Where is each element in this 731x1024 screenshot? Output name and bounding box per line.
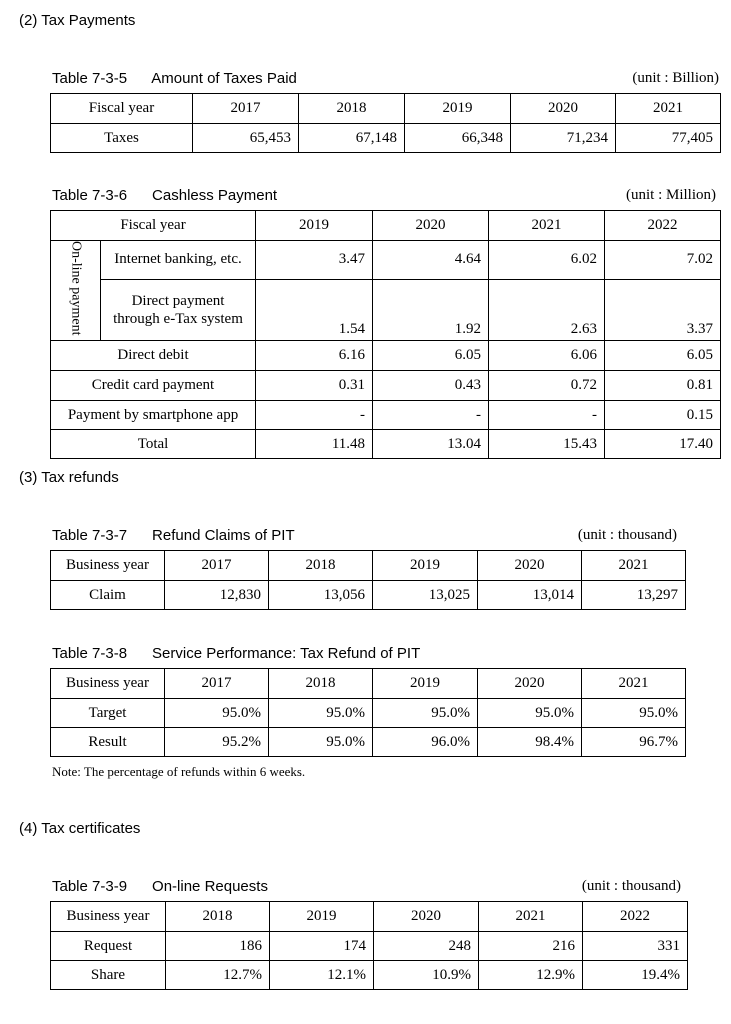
value-cell: 216 [479, 932, 583, 961]
value-cell: 2.63 [489, 279, 605, 341]
header-cell: 2021 [582, 669, 686, 699]
header-cell: Fiscal year [51, 94, 193, 124]
table-row [51, 581, 686, 610]
header-cell: 2020 [478, 669, 582, 699]
value-cell: 95.0% [269, 728, 373, 757]
table-row [51, 932, 688, 961]
value-cell: 96.0% [373, 728, 478, 757]
table-7-3-7-unit: (unit : thousand) [577, 527, 677, 543]
table-7-3-5 [50, 93, 721, 153]
table-7-3-8-title: Table 7-3-8 Service Performance: Tax Refund of PIT [52, 645, 421, 662]
value-cell: 66,348 [405, 124, 511, 153]
header-cell: 2019 [405, 94, 511, 124]
table-row [51, 728, 686, 757]
table-7-3-9 [50, 901, 688, 990]
header-cell: 2022 [583, 902, 688, 932]
table-7-3-5-title: Table 7-3-5 Amount of Taxes Paid [52, 70, 297, 87]
value-cell: 11.48 [256, 430, 373, 459]
header-cell: Business year [51, 902, 166, 932]
row-label: Taxes [51, 124, 193, 153]
value-cell: 12.9% [479, 961, 583, 990]
value-cell: 95.2% [165, 728, 269, 757]
table-header-row [51, 902, 688, 932]
table-row [51, 401, 721, 430]
table-7-3-7-title: Table 7-3-7 Refund Claims of PIT [52, 527, 295, 544]
row-label: Direct debit [51, 341, 256, 371]
header-cell: 2021 [582, 551, 686, 581]
row-label: Total [51, 430, 256, 459]
header-cell: 2021 [489, 211, 605, 241]
table-7-3-6 [50, 210, 721, 459]
header-cell: 2019 [373, 669, 478, 699]
header-cell: 2018 [299, 94, 405, 124]
table-header-row [51, 94, 721, 124]
row-label: Request [51, 932, 166, 961]
online-payment-text: On-line payment [68, 241, 84, 336]
value-cell: 10.9% [374, 961, 479, 990]
header-cell: 2020 [478, 551, 582, 581]
table-header-row [51, 551, 686, 581]
value-cell: 13,297 [582, 581, 686, 610]
value-cell: 13,056 [269, 581, 373, 610]
value-cell: 4.64 [373, 241, 489, 280]
header-cell: 2022 [605, 211, 721, 241]
row-label: Payment by smartphone app [51, 401, 256, 430]
table-7-3-6-title: Table 7-3-6 Cashless Payment [52, 187, 278, 204]
table-header-row [51, 211, 721, 241]
row-label-line: Direct payment [131, 293, 225, 310]
table-row [51, 699, 686, 728]
header-cell: 2021 [479, 902, 583, 932]
value-cell: 6.06 [489, 341, 605, 371]
row-label-line: through e-Tax system [113, 311, 243, 328]
value-cell: 0.72 [489, 371, 605, 401]
table-7-3-9-title: Table 7-3-9 On-line Requests [52, 878, 268, 895]
header-cell: 2018 [166, 902, 270, 932]
row-label-two-line [101, 279, 256, 341]
value-cell: 186 [166, 932, 270, 961]
value-cell: 12.7% [166, 961, 270, 990]
value-cell: 12,830 [165, 581, 269, 610]
row-label: Share [51, 961, 166, 990]
table-7-3-6-unit: (unit : Million) [626, 187, 716, 203]
row-label: Result [51, 728, 165, 757]
header-cell: 2019 [270, 902, 374, 932]
row-label: Credit card payment [51, 371, 256, 401]
value-cell: 12.1% [270, 961, 374, 990]
value-cell: 6.05 [605, 341, 721, 371]
value-cell: 248 [374, 932, 479, 961]
row-label: Target [51, 699, 165, 728]
header-cell: Fiscal year [51, 211, 256, 241]
header-cell: 2018 [269, 669, 373, 699]
value-cell: 95.0% [478, 699, 582, 728]
value-cell: 0.81 [605, 371, 721, 401]
value-cell: 1.92 [373, 279, 489, 341]
value-cell: 6.16 [256, 341, 373, 371]
row-label: Claim [51, 581, 165, 610]
header-cell: 2017 [165, 551, 269, 581]
value-cell: 0.31 [256, 371, 373, 401]
section-heading-tax-payments: (2) Tax Payments [19, 12, 136, 29]
value-cell: 15.43 [489, 430, 605, 459]
table-7-3-9-unit: (unit : thousand) [581, 878, 681, 894]
value-cell: 7.02 [605, 241, 721, 280]
header-cell: 2021 [616, 94, 721, 124]
value-cell: 65,453 [193, 124, 299, 153]
table-row [51, 961, 688, 990]
value-cell: 95.0% [373, 699, 478, 728]
value-cell: 3.37 [605, 279, 721, 341]
value-cell: - [256, 401, 373, 430]
table-row [51, 341, 721, 371]
value-cell: 331 [583, 932, 688, 961]
value-cell: 96.7% [582, 728, 686, 757]
value-cell: 6.02 [489, 241, 605, 280]
value-cell: 19.4% [583, 961, 688, 990]
value-cell: - [373, 401, 489, 430]
section-heading-tax-certificates: (4) Tax certificates [19, 820, 141, 837]
online-payment-group-label [51, 241, 101, 341]
value-cell: 13,014 [478, 581, 582, 610]
header-cell: 2017 [165, 669, 269, 699]
value-cell: 98.4% [478, 728, 582, 757]
header-cell: 2019 [256, 211, 373, 241]
table-row-total [51, 430, 721, 459]
value-cell: - [489, 401, 605, 430]
header-cell: Business year [51, 669, 165, 699]
table-7-3-8 [50, 668, 686, 757]
value-cell: 77,405 [616, 124, 721, 153]
value-cell: 67,148 [299, 124, 405, 153]
header-cell: 2020 [511, 94, 616, 124]
value-cell: 17.40 [605, 430, 721, 459]
table-header-row [51, 669, 686, 699]
value-cell: 95.0% [582, 699, 686, 728]
table-7-3-5-unit: (unit : Billion) [632, 70, 719, 86]
header-cell: 2020 [374, 902, 479, 932]
value-cell: 0.43 [373, 371, 489, 401]
header-cell: 2017 [193, 94, 299, 124]
header-cell: 2020 [373, 211, 489, 241]
value-cell: 95.0% [269, 699, 373, 728]
row-label: Internet banking, etc. [101, 241, 256, 280]
value-cell: 71,234 [511, 124, 616, 153]
value-cell: 0.15 [605, 401, 721, 430]
table-7-3-7 [50, 550, 686, 610]
table-row [51, 241, 721, 280]
header-cell: Business year [51, 551, 165, 581]
header-cell: 2018 [269, 551, 373, 581]
value-cell: 6.05 [373, 341, 489, 371]
section-heading-tax-refunds: (3) Tax refunds [19, 469, 119, 486]
table-7-3-8-note: Note: The percentage of refunds within 6 weeks. [52, 764, 306, 779]
value-cell: 174 [270, 932, 374, 961]
value-cell: 13.04 [373, 430, 489, 459]
table-row [51, 371, 721, 401]
value-cell: 95.0% [165, 699, 269, 728]
value-cell: 13,025 [373, 581, 478, 610]
value-cell: 3.47 [256, 241, 373, 280]
value-cell: 1.54 [256, 279, 373, 341]
table-row [51, 124, 721, 153]
table-row [51, 279, 721, 341]
header-cell: 2019 [373, 551, 478, 581]
